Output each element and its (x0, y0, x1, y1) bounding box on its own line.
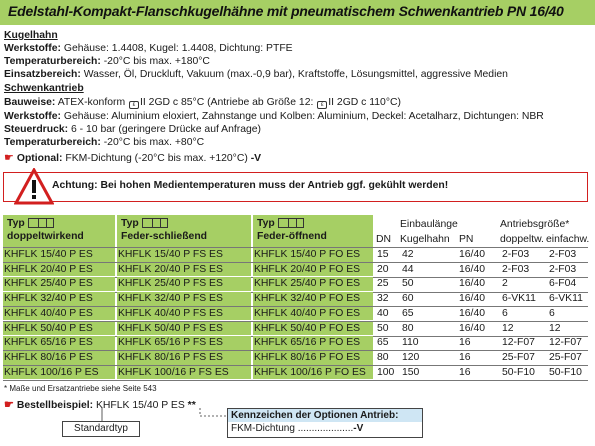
table-cell-pn: 16 (459, 351, 471, 363)
table-cell-a: KHFLK 40/40 P ES (4, 307, 93, 319)
table-cell-dn: 20 (377, 263, 389, 275)
antrieb-temp (4, 137, 204, 148)
typ-label: Typ (7, 218, 25, 229)
warning-triangle-icon (14, 168, 54, 206)
label: Werkstoffe: (4, 111, 61, 122)
kugelhahn-einsatz (4, 69, 508, 80)
table-cell-kh: 65 (402, 307, 414, 319)
table-cell-c: KHFLK 80/16 P FO ES (254, 351, 361, 363)
col-title: Feder-öffnend (257, 231, 327, 242)
table-cell-kh: 80 (402, 322, 414, 334)
warning-text: Achtung: Bei hohen Medientemperaturen muss der Antrieb ggf. gekühlt werden! (52, 180, 449, 191)
header-doppeltw: doppeltw. (500, 234, 544, 245)
ex-mark-icon: ε (129, 101, 139, 109)
options-row (231, 423, 363, 434)
table-cell-b: KHFLK 100/16 P FS ES (118, 366, 229, 378)
table-cell-ew: 6-VK11 (549, 293, 583, 305)
table-cell-b: KHFLK 32/40 P FS ES (118, 293, 223, 305)
table-cell-a: KHFLK 15/40 P ES (4, 249, 93, 260)
options-dots: .................... (297, 423, 354, 434)
typ-label: Typ (257, 218, 275, 229)
label: Einsatzbereich: (4, 69, 81, 80)
typ-row (253, 215, 373, 229)
table-cell-ew: 2-F03 (549, 249, 577, 260)
table-cell-ew: 12-F07 (549, 337, 582, 349)
valve-symbol-icon (28, 218, 54, 228)
label: Werkstoffe: (4, 43, 61, 54)
table-cell-c: KHFLK 15/40 P FO ES (254, 249, 361, 260)
table-cell-a: KHFLK 32/40 P ES (4, 293, 93, 305)
table-cell-a: KHFLK 100/16 P ES (4, 366, 99, 378)
table-cell-c: KHFLK 65/16 P FO ES (254, 337, 361, 349)
table-cell-ew: 25-F07 (549, 351, 582, 363)
table-cell-b: KHFLK 50/40 P FS ES (118, 322, 223, 334)
table-cell-pn: 16/40 (459, 249, 486, 260)
table-cell-ew: 6-F04 (549, 278, 577, 290)
antrieb-optional (4, 151, 261, 164)
table-cell-c: KHFLK 100/16 P FO ES (254, 366, 366, 378)
antrieb-bauweise (4, 97, 401, 109)
table-cell-b: KHFLK 25/40 P FS ES (118, 278, 223, 290)
value: FKM-Dichtung (-20°C bis max. +120°C) (65, 153, 248, 164)
table-cell-pn: 16/40 (459, 307, 486, 319)
table-cell-pn: 16/40 (459, 263, 486, 275)
typ-row (117, 215, 251, 229)
bestell-value: KHFLK 15/40 P ES (96, 400, 185, 411)
bestell-stars: ** (187, 400, 196, 411)
value: II 2GD c 110°C) (328, 97, 401, 108)
label: Bauweise: (4, 97, 56, 108)
table-cell-b: KHFLK 15/40 P FS ES (118, 249, 223, 260)
table-cell-dn: 40 (377, 307, 389, 319)
header-col-doppeltwirkend (3, 215, 115, 247)
label: Temperaturbereich: (4, 56, 101, 67)
bestell-label: Bestellbeispiel: (16, 400, 94, 411)
table-cell-dw: 25-F07 (502, 351, 535, 363)
value: Gehäuse: Aluminium eloxiert, Zahnstange und Kolben: Aluminium, Deckel: Acetalharz, Dichtungen: NBR (63, 111, 544, 122)
header-col-feder-oeffnend (253, 215, 373, 247)
col-title: doppeltwirkend (7, 231, 84, 242)
table-cell-b: KHFLK 65/16 P FS ES (118, 337, 223, 349)
kugelhahn-werkstoffe (4, 43, 293, 54)
table-cell-ew: 50-F10 (549, 366, 582, 378)
table-cell-dn: 65 (377, 337, 389, 349)
table-cell-c: KHFLK 40/40 P FO ES (254, 307, 361, 319)
table-cell-a: KHFLK 80/16 P ES (4, 351, 93, 363)
col-title: Feder-schließend (121, 231, 208, 242)
table-cell-a: KHFLK 50/40 P ES (4, 322, 93, 334)
table-cell-a: KHFLK 25/40 P ES (4, 278, 93, 290)
header-kugelhahn: Kugelhahn (400, 234, 450, 245)
kugelhahn-temp (4, 56, 210, 67)
table-cell-dn: 25 (377, 278, 389, 290)
table-cell-b: KHFLK 20/40 P FS ES (118, 263, 223, 275)
antrieb-werkstoffe (4, 111, 544, 122)
header-dn: DN (376, 234, 392, 245)
table-cell-pn: 16 (459, 366, 471, 378)
table-cell-dn: 32 (377, 293, 389, 305)
section-kugelhahn: Kugelhahn (4, 30, 58, 41)
typ-row (3, 215, 115, 229)
options-heading: Kennzeichen der Optionen Antrieb: (228, 409, 422, 422)
table-cell-dw: 2 (502, 278, 508, 290)
table-cell-pn: 16 (459, 337, 471, 349)
value: ATEX-konform (57, 97, 126, 108)
value: Wasser, Öl, Druckluft, Vakuum (max.-0,9 bar), Kraftstoffe, Lösungsmittel, aggressive Medien (83, 69, 508, 80)
table-cell-c: KHFLK 32/40 P FO ES (254, 293, 361, 305)
table-cell-kh: 42 (402, 249, 414, 260)
table-cell-c: KHFLK 20/40 P FO ES (254, 263, 361, 275)
label: Temperaturbereich: (4, 137, 101, 148)
table-divider (3, 380, 588, 381)
table-cell-b: KHFLK 40/40 P FS ES (118, 307, 223, 319)
table-cell-dn: 100 (377, 366, 395, 378)
table-cell-pn: 16/40 (459, 293, 486, 305)
page-title: Edelstahl-Kompakt-Flanschkugelhähne mit pneumatischem Schwenkantrieb PN 16/40 (8, 3, 564, 19)
table-cell-dw: 12-F07 (502, 337, 535, 349)
table-cell-ew: 2-F03 (549, 263, 577, 275)
table-cell-dw: 12 (502, 322, 514, 334)
value: -20°C bis max. +180°C (103, 56, 210, 67)
table-cell-pn: 16/40 (459, 322, 486, 334)
table-cell-dw: 2-F03 (502, 263, 530, 275)
table-cell-dn: 80 (377, 351, 389, 363)
spring-valve-symbol-icon (142, 218, 168, 228)
table-cell-kh: 60 (402, 293, 414, 305)
antrieb-steuerdruck (4, 124, 261, 135)
table-cell-kh: 120 (402, 351, 420, 363)
ex-mark-icon: ε (317, 101, 327, 109)
value: Gehäuse: 1.4408, Kugel: 1.4408, Dichtung: PTFE (63, 43, 293, 54)
footnote: * Maße und Ersatzantriebe siehe Seite 543 (4, 384, 157, 393)
table-cell-b: KHFLK 80/16 P FS ES (118, 351, 223, 363)
header-antriebsgroesse: Antriebsgröße* (500, 219, 570, 230)
section-schwenkantrieb: Schwenkantrieb (4, 83, 84, 94)
standardtyp-box: Standardtyp (62, 421, 140, 437)
typ-label: Typ (121, 218, 139, 229)
label: Optional: (16, 153, 63, 164)
options-code: -V (353, 423, 364, 434)
pointing-hand-icon: ☛ (4, 152, 14, 164)
value: 6 - 10 bar (geringere Drücke auf Anfrage) (71, 124, 262, 135)
value: -20°C bis max. +80°C (103, 137, 205, 148)
header-col-feder-schliessend (117, 215, 251, 247)
table-cell-kh: 50 (402, 278, 414, 290)
table-cell-c: KHFLK 25/40 P FO ES (254, 278, 361, 290)
table-cell-dw: 50-F10 (502, 366, 535, 378)
options-fkm: FKM-Dichtung (231, 423, 295, 434)
table-cell-dn: 15 (377, 249, 389, 260)
table-cell-pn: 16/40 (459, 278, 486, 290)
table-cell-kh: 110 (402, 337, 419, 349)
table-cell-kh: 150 (402, 366, 420, 378)
table-cell-dn: 50 (377, 322, 389, 334)
header-einbaulaenge: Einbaulänge (400, 219, 458, 230)
pointing-hand-icon: ☛ (4, 399, 14, 411)
value: II 2GD c 85°C (Antriebe ab Größe 12: (140, 97, 314, 108)
header-pn: PN (459, 234, 474, 245)
option-code: -V (250, 153, 262, 164)
table-cell-dw: 2-F03 (502, 249, 530, 260)
header-einfachw: einfachw. (546, 234, 590, 245)
table-cell-a: KHFLK 65/16 P ES (4, 337, 93, 349)
table-cell-dw: 6-VK11 (502, 293, 536, 305)
table-cell-kh: 44 (402, 263, 414, 275)
table-cell-dw: 6 (502, 307, 508, 319)
label: Steuerdruck: (4, 124, 69, 135)
table-cell-ew: 12 (549, 322, 561, 334)
table-cell-ew: 6 (549, 307, 555, 319)
spring-valve-symbol-icon (278, 218, 304, 228)
table-cell-a: KHFLK 20/40 P ES (4, 263, 93, 275)
table-cell-c: KHFLK 50/40 P FO ES (254, 322, 361, 334)
